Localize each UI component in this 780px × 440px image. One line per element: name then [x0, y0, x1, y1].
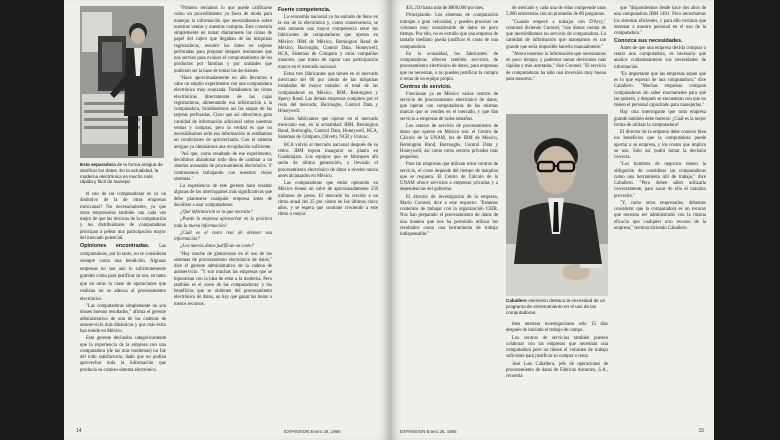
paragraph: El director de investigación de la empresa, Mario Coronel, dice a este respecto: "Estamos contentos de trabajar con la organización CEIR. Nos han preparado el procesamiento de datos de una manera que nos ha permitido utilizar los resultados como una herramienta de trabajo indispensable."	[400, 194, 498, 237]
section-heading-text: Centros de servicio.	[400, 84, 452, 90]
left-column-3	[278, 6, 378, 220]
paragraph: Estos fabricantes que operan en el mercado mexicano son, en la actualidad: IBM, Remington Rand, Burroughs, Control Data, Honeywell, RCA, Sistemas de Cómputo, Olivetti, NCR y Univac.	[278, 116, 378, 141]
photo-caption-text: de la forma antigua de dosificar los datos. En la actualidad, la moderna electrónica es mucho más rápida y fácil de manejar.	[80, 162, 163, 185]
paragraph: "Los hombres de negocios tienen la obligación de considerar las computadoras como una herramienta útil de trabajo," dice Caballero. "Pero deben saber utilizarla correctamente, para sacar de ella el máximo provecho."	[614, 162, 706, 199]
right-column-3	[614, 6, 706, 233]
paragraph: Las computadoras que están operando en México tienen un valor de aproximadamente 250 millones de pesos. El mercado ha crecido a un ritmo anual del 25 por ciento en los últimos cinco años, y se espera que continúe creciendo a este ritmo o mayor.	[278, 181, 378, 218]
section-heading-body: Las computadoras, por lo tanto, no se consideran siempre como una bendición. Algunas empresas no son aún lo suficientemente grandes como para justificar su uso, en tanto que en otras la clase de operaciones que realizan no se adecua al procesamiento electrónico.	[80, 244, 166, 302]
question: ¿Cuál es el costo real de obtener esa información?	[174, 230, 272, 242]
photo-caption	[80, 162, 166, 185]
paragraph: Este gerente declaraba categóricamente que la experiencia de la empresa con una computadora (de las más modernas) no fue del todo satisfactoria, dado que no podían aprovechar toda la información que producía su costoso sistema electrónico.	[80, 336, 166, 373]
left-column-1	[80, 192, 166, 375]
page-footer: EXPANSION Enero 26, 1966	[400, 429, 457, 434]
paragraph: "Es importante que las empresas sepan qué es lo que esperan de una computadora," dice Caballero. "Muchas empresas compran computadoras sin saber exactamente para qué las quieren, y después se encuentran con que no tienen el personal capacitado para manejarlas."	[614, 71, 706, 108]
section-heading	[400, 84, 498, 91]
section-heading	[80, 243, 166, 303]
question: ¿Qué información es la que necesito?	[180, 210, 253, 215]
paragraph: "Ahora tenemos la información que necesitamos en poco tiempo, y podemos tomar decisiones más rápidas y más acertadas," dice Coronel. "El servicio de computadoras ha sido una inversión muy buena para nosotros."	[506, 51, 606, 82]
left-column-2	[174, 6, 272, 309]
section-heading-text: Fuerte competencia.	[278, 7, 331, 13]
section-heading-text: Conozca sus necesidades.	[614, 38, 683, 45]
paragraph: el uso de las computadoras es ya un distintivo de la de otras empresas mexicanas? No necesariamente, ya que otros empresarios también van cada vez mejor de que las técnicas de la computación y los distribuidores de computadoras principan a pelear una participación mayor del mercado potencial.	[80, 192, 166, 241]
paragraph: La experiencia de este gerente hace resaltar algunas de las interrogantes más significativas que debe plantearse cualquier empresa antes de decidirse a usar computadoras:	[174, 184, 272, 208]
right-column-2-bottom	[506, 322, 608, 381]
section-heading-text: Opiniones encontradas.	[80, 243, 150, 249]
paragraph: La economía nacional ya ha entrado de lleno en la era de la electrónica y, como consecuencia, se está notando una mayor competencia entre los fabricantes de computadoras que operan en México: IBM de México, Remington Rand de México, Burroughs, Control Data, Honeywell, RCA, Sistemas de Cómputo y otras compañías menores, que tratan de captar una participación mayor en el mercado nacional.	[278, 14, 378, 70]
paragraph: El director de la empresa debe conocer bien los beneficios que la computadora puede aportar a su empresa, y los costos que implica su uso. Solo así podrá tomar la decisión correcta.	[614, 130, 706, 160]
right-page	[390, 0, 714, 440]
paragraph: En la actualidad, los fabricantes de computadoras ofrecen también servicios de procesamiento electrónico de datos, para empresas que no necesitan, o no pueden justificar la compra o renta de un equipo propio.	[400, 51, 498, 82]
photo-caption-text: Asimismo destaca la necesidad de un programa de entrenamiento en el uso de las computadoras.	[506, 298, 606, 315]
separator-machine-photo	[80, 6, 164, 158]
paragraph: de mercado y cada una de ellas comprende unas 5,000 entrevistas con un promedio de 80 preguntas.	[506, 6, 606, 18]
paragraph: Los centros de servicio de procesamiento de datos que operan en México son: el Centro de Cálculo de la UNAM, los de IBM de México, Remington Rand, Burroughs, Control Data y Honeywell, así como otros centros privados más pequeños.	[400, 123, 498, 160]
paragraph: José Luis Caballero, jefe de operaciones de procesamiento de datos de Fábricas Automex, S.A., recuerda	[506, 361, 608, 379]
paragraph: que "dispondremos desde hace dos años de una computadora IBM 1401. Pero necesitamos los sistemas eficientes, y para ello tuvimos que entrenar a nuestro personal en el uso de la computadora."	[614, 6, 706, 36]
paragraph: bien nuestras investigaciones solo 15 días después de iniciado el trabajo de campo.	[506, 322, 608, 334]
paragraph: Los centros de servicios también pueden colaborar con las empresas que necesitan una computadora pero no tienen el volumen de trabajo suficiente para justificar su compra o renta.	[506, 335, 608, 360]
paragraph: Principiando. Los sistemas de computación trabajan a gran velocidad, y pueden procesar un volumen muy considerable de datos en poco tiempo. Por ello, no es extraño que una empresa de tamaño mediano pueda justificar el costo de una computadora.	[400, 13, 498, 50]
portrait-illustration	[506, 114, 608, 296]
question: ¿Puede la empresa aprovechar en la práctica toda la nueva información?	[174, 217, 272, 229]
man-at-machine-illustration	[80, 6, 164, 158]
paragraph: $31,250 hasta más de $800,000 por mes.	[406, 6, 485, 11]
paragraph: "Primero teníamos lo que puede calificarse como un procedimiento ya fuera de moda para manejar la información que necesitábamos sobre nuestras ventas y nuestras compras. Este consistía simplemente en tomar diariamente las cintas de papel del cajero que llegaban de las máquinas registradoras, resumir los datos en tarjetas perforadas para preparar después resúmenes que nos servían para evaluar el comportamiento de los productos por familias y por unidades que pudieran ser la base de tomar las decisiones.	[174, 6, 272, 74]
page-footer: EXPANSION Enero 26, 1966	[284, 429, 341, 434]
paragraph: "Las computadoras simplemente no son dioses buenos resultados," afirma el gerente administrativo de una de las cadenas de autoservicio más dinámicas y que más éxito han tenido en México.	[80, 304, 166, 334]
paragraph: Funcionan ya en México varios centros de servicio de procesamiento electrónico de datos, que operan con computadoras de las mismas marcas que se venden en el mercado, y que dan servicio a empresas de todos tamaños.	[400, 91, 498, 122]
paragraph: Para las empresas que utilizan estos centros de servicio, el costo depende del tiempo de máquina que se requiera. El Centro de Cálculo de la UNAM ofrece servicios a empresas privadas y a dependencias del gobierno.	[400, 162, 498, 193]
page-number: 14	[76, 428, 82, 434]
photo-caption-title: Caballero	[506, 298, 527, 303]
question: ¿Los nuevos datos justifican su costo?	[180, 244, 254, 250]
paragraph: "Así que, como resultado de ese experimento, decidimos abandonar todo idea de cambiar a un sistema avanzado de procesamiento electrónico. Y continuamos trabajando con nuestros viejos sistemas."	[174, 151, 272, 182]
caballero-portrait-photo	[506, 114, 608, 296]
section-heading	[278, 7, 378, 14]
photo-caption-title: Esta separadora	[80, 162, 116, 167]
paragraph: Hay otra interrogante que toda empresa grande también debe hacerse: ¿Cuál es la mejor forma de utilizar la computadora?	[614, 110, 706, 128]
paragraph: Antes de que una empresa decida comprar o rentar una computadora, es necesario que analice cuidadosamente sus necesidades de información.	[614, 45, 706, 70]
paragraph: "Y, como otros empresarios, debemos considerar que la computadora es un recurso que necesita ser administrado con la misma eficacia que cualquier otro recurso de la empresa," termina diciendo Caballero.	[614, 200, 706, 231]
right-column-1	[400, 6, 498, 239]
page-number: 15	[698, 428, 704, 434]
left-page	[64, 0, 390, 440]
paragraph: "Cuando empecé a trabajar con D'Arcy," continuó diciendo Coronel, "nos dimos cuenta de que necesitábamos un servicio de computadora. La cantidad de información que manejamos es tan grande que sería imposible hacerlo manualmente."	[506, 19, 606, 50]
right-column-2-top	[506, 6, 606, 84]
photo-caption	[506, 298, 608, 315]
paragraph: RCA volvió al mercado nacional después de su retiro. IBM espera inaugurar su planta en Guadalajara. Los equipos que se fabriquen ahí serán de última generación, y llevarán el procesamiento electrónico de datos a niveles nunca antes alcanzados en México.	[278, 142, 378, 179]
paragraph: "Hay mucho de glamorosos en el uso de los sistemas de procesamiento electrónico de datos," dice el gerente administrativo de la cadena de autoservicio. "Y son muchas las empresas que se hipnotizan con la idea de estar a la moderna. Pero también es el costo de las computadoras: y los beneficios que se obtienen del procesamiento electrónico de datos, no hay que ganar las horas o menos recursos.	[174, 251, 272, 307]
paragraph: Estos tres fabricantes que tienen en el mercado mexicano del 60 por ciento de las máquinas instaladas de mayor tamaño: el total de las computadoras en México. IBM, Remington y Sperry Rand. Las demás empresas compiten por el resto del mercado; Burroughs, Control Data y Honeywell.	[278, 71, 378, 115]
section-heading	[614, 38, 706, 45]
paragraph: "Hace aproximadamente un año llevamos a cabo un amplio experimento con una computadora electrónica muy avanzada. Tomábamos las cintas electrónicas directamente de las cajas registradoras, alimentando esa información a la computadora, brindándonos así las etapas de las tarjetas perforadas. Claro que así obtuvimos gran cantidad de información adicional sobre nuestras ventas y compras, pero la verdad es que no necesitábamos toda esa información ni estábamos en condiciones de aprovecharla. Con el sistema antiguo ya obteníamos una recopilación suficiente.	[174, 75, 272, 150]
